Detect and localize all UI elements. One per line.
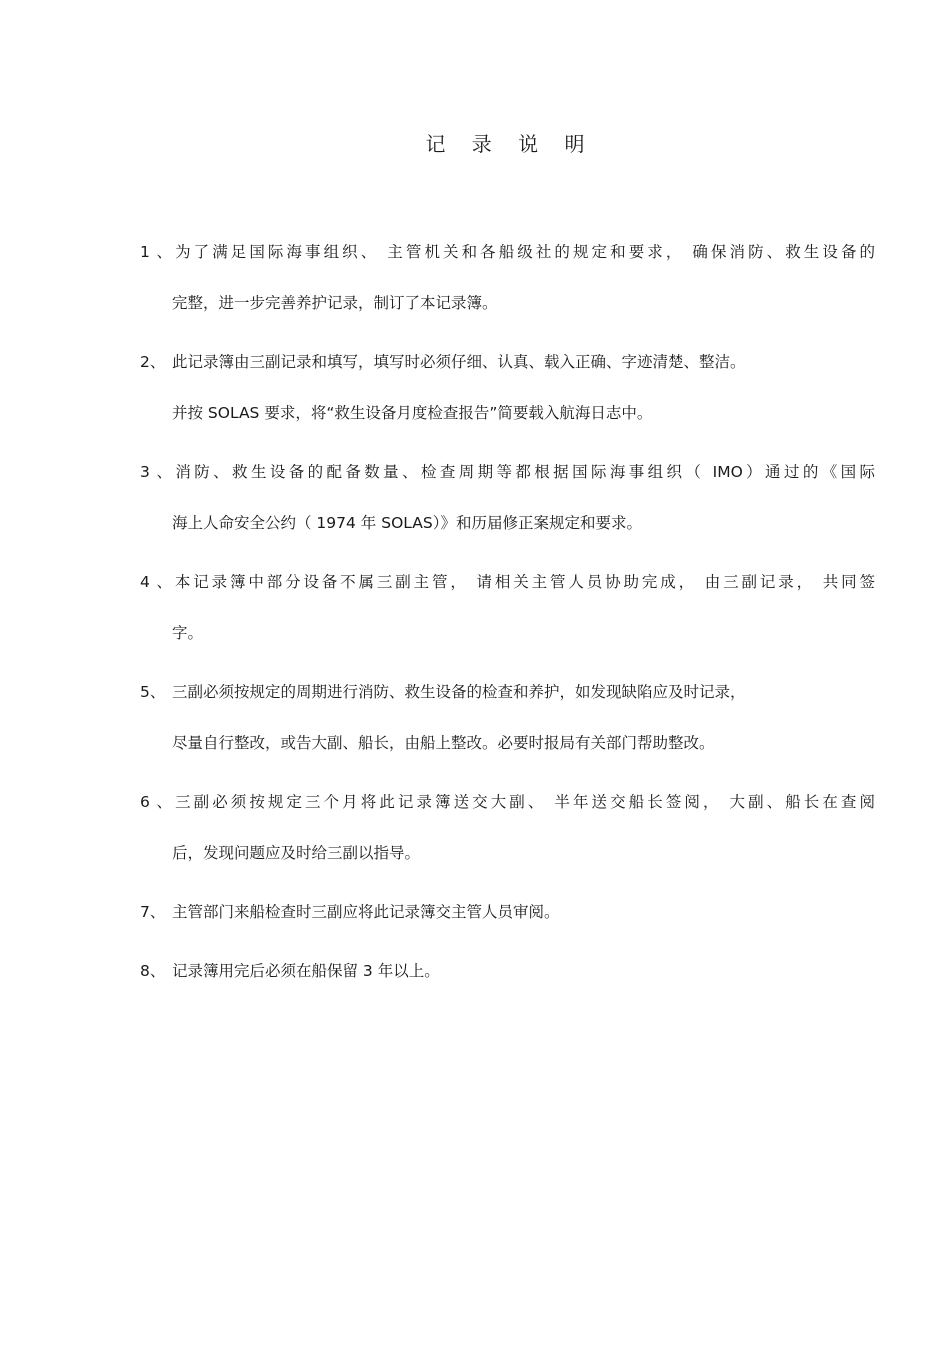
list-item: [140, 680, 875, 755]
item-number: 4、: [140, 573, 172, 591]
item-text: 本记录簿中部分设备不属三副主管， 请相关主管人员协助完成， 由三副记录， 共同签: [172, 573, 875, 591]
item-line: [140, 959, 875, 983]
list-item: [140, 350, 875, 425]
item-line: [140, 460, 875, 484]
list-item: [140, 460, 875, 535]
item-line: [140, 900, 875, 924]
item-text: 为了满足国际海事组织、 主管机关和各船级社的规定和要求， 确保消防、救生设备的: [172, 243, 875, 261]
page-title: 记 录 说 明: [425, 132, 595, 156]
item-text: 此记录簿由三副记录和填写，填写时必须仔细、认真、载入正确、字迹清楚、整洁。: [172, 353, 746, 371]
item-line: 完整，进一步完善养护记录，制订了本记录簿。: [172, 294, 498, 312]
item-number: 8、: [140, 962, 166, 980]
item-number: 1、: [140, 243, 172, 261]
item-text: 主管部门来船检查时三副应将此记录簿交主管人员审阅。: [172, 903, 560, 921]
item-number: 7、: [140, 903, 166, 921]
list-item: [140, 959, 875, 983]
item-text: 记录簿用完后必须在船保留 3 年以上。: [172, 962, 440, 980]
item-line: 海上人命安全公约（ 1974 年 SOLAS）》和历届修正案规定和要求。: [172, 514, 642, 532]
item-number: 6、: [140, 793, 172, 811]
item-line: 并按 SOLAS 要求，将“救生设备月度检查报告”简要载入航海日志中。: [172, 404, 653, 422]
item-text: 消防、救生设备的配备数量、检查周期等都根据国际海事组织（ IMO）通过的《国际: [172, 463, 875, 481]
item-number: 3、: [140, 463, 172, 481]
item-line: [140, 350, 875, 374]
item-line: [140, 240, 875, 264]
item-number: 2、: [140, 353, 166, 371]
item-number: 5、: [140, 683, 166, 701]
item-line: 后，发现问题应及时给三副以指导。: [172, 844, 421, 862]
instruction-list: [140, 240, 875, 983]
list-item: [140, 790, 875, 865]
item-line: [140, 570, 875, 594]
item-text: 三副必须按规定的周期进行消防、救生设备的检查和养护，如发现缺陷应及时记录，: [172, 683, 746, 701]
list-item: [140, 240, 875, 315]
item-line: [140, 790, 875, 814]
item-line: 字。: [172, 624, 204, 642]
item-line: [140, 680, 875, 704]
list-item: [140, 570, 875, 645]
list-item: [140, 900, 875, 924]
item-text: 三副必须按规定三个月将此记录簿送交大副、 半年送交船长签阅， 大副、船长在查阅: [172, 793, 875, 811]
item-line: 尽量自行整改，或告大副、船长，由船上整改。必要时报局有关部门帮助整改。: [172, 734, 715, 752]
